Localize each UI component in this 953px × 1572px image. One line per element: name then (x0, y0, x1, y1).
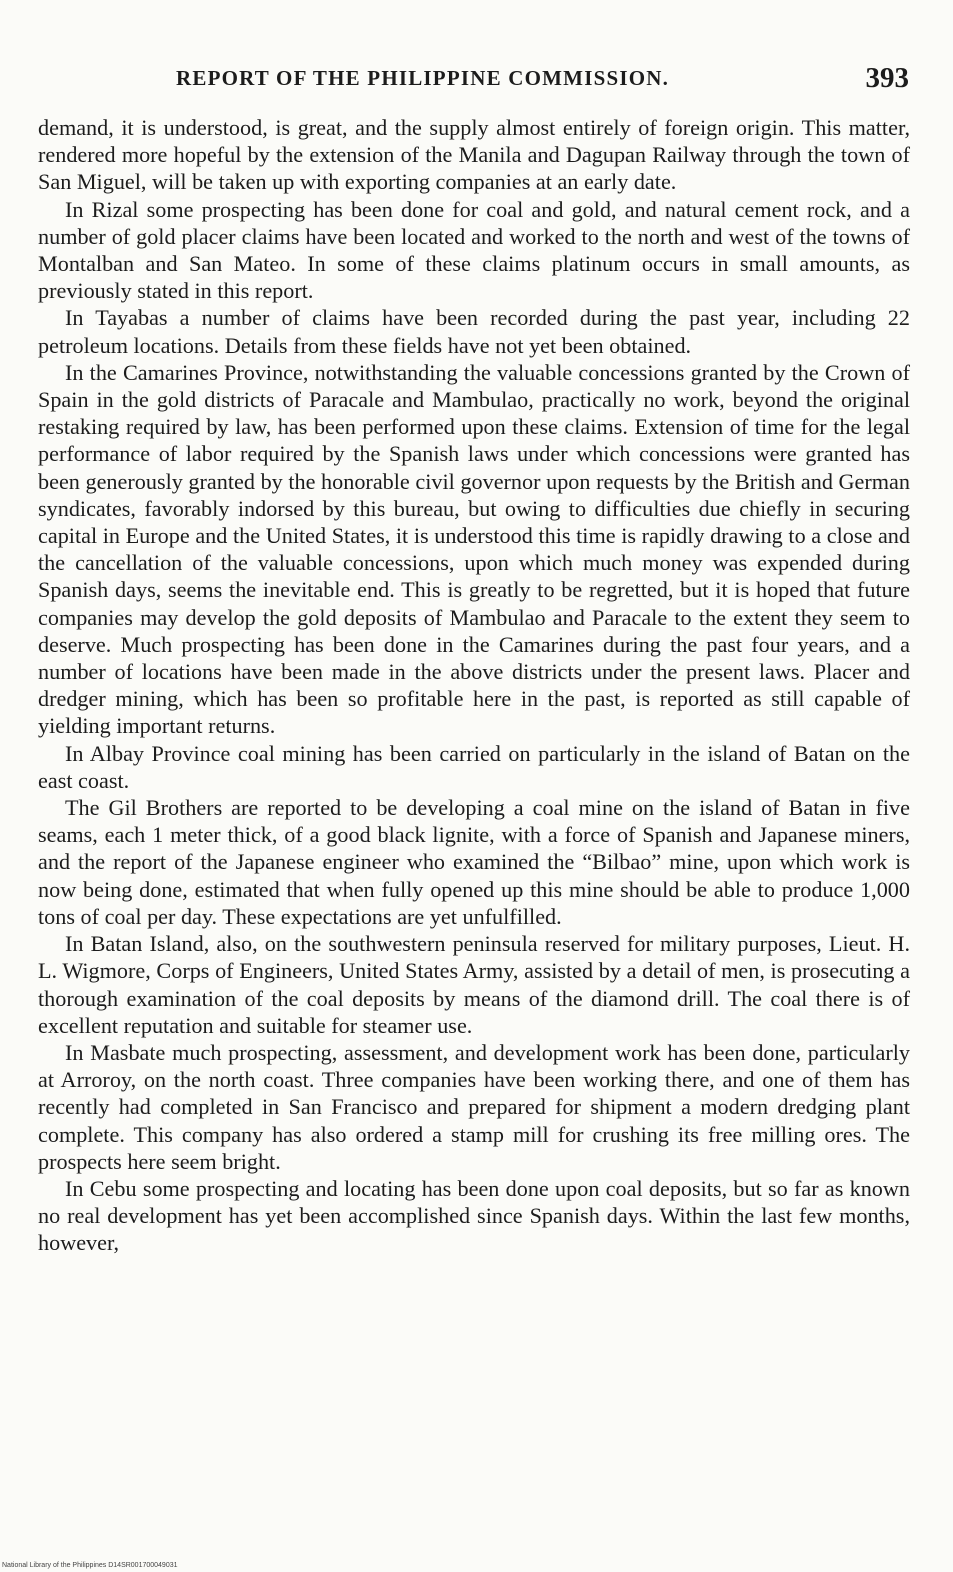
paragraph-batan-island: In Batan Island, also, on the southwestern peninsula reserved for military purposes, Lieut. H. L. Wigmore, Corps of Engineers, United States Army, assisted by a detail of men, is prosecuting a thorough examination of the coal deposits by means of the diamond drill. The coal there is of excellent reputation and suitable for steamer use. (38, 931, 910, 1038)
running-title: REPORT OF THE PHILIPPINE COMMISSION. (176, 66, 670, 90)
scan-source-footer: National Library of the Philippines D14SR001700049031 (2, 1562, 178, 1569)
page-number: 393 (865, 62, 909, 94)
paragraph-rizal: In Rizal some prospecting has been done for coal and gold, and natural cement rock, and a number of gold placer claims have been located and worked to the north and west of the towns of Montalban and San Mateo. In some of these claims platinum occurs in small amounts, as previously stated in this report. (38, 196, 910, 304)
paragraph-masbate: In Masbate much prospecting, assessment, and development work has been done, particularly at Arroroy, on the north coast. Three companies have been working there, and one of them has recently had completed in San Francisco and prepared for shipment a modern dredging plant complete. This company has also ordered a stamp mill for crushing its free milling ores. The prospects here seem bright. (38, 1039, 910, 1174)
paragraph-continued: demand, it is understood, is great, and the supply almost entirely of foreign origin. This matter, rendered more hopeful by the extension of the Manila and Dagupan Railway through the town of San Miguel, will be taken up with exporting companies at an early date. (38, 115, 910, 195)
body-text (38, 114, 910, 1257)
page-header (40, 62, 913, 98)
paragraph-camarines: In the Camarines Province, notwithstanding the valuable concessions granted by the Crown of Spain in the gold districts of Paracale and Mambulao, practically no work, beyond the original restaking required by law, has been performed upon these claims. Extension of time for the legal performance of labor required by the Spanish laws under which concessions were granted has been generously granted by the honorable civil governor upon requests by the British and German syndicates, favorably indorsed by this bureau, but owing to difficulties due chiefly in securing capital in Europe and the United States, it is understood this time is rapidly drawing to a close and the cancellation of the valuable concessions, upon which much money was expended during Spanish days, seems the inevitable end. This is greatly to be regretted, but it is hoped that future companies may develop the gold deposits of Mambulao and Paracale to the extent they seem to deserve. Much prospecting has been done in the Camarines during the past four years, and a number of locations have been made in the above districts under the present laws. Placer and dredger mining, which has been so profitable here in the past, is reported as still capable of yielding important returns. (38, 359, 910, 739)
paragraph-gil-brothers: The Gil Brothers are reported to be developing a coal mine on the island of Batan in five seams, each 1 meter thick, of a good black lignite, with a force of Spanish and Japanese miners, and the report of the Japanese engineer who examined the “Bilbao” mine, upon which work is now being done, estimated that when fully opened up this mine should be able to produce 1,000 tons of coal per day. These expectations are yet unfulfilled. (38, 795, 910, 929)
paragraph-albay: In Albay Province coal mining has been carried on particularly in the island of Batan on the east coast. (38, 740, 910, 793)
paragraph-cebu: In Cebu some prospecting and locating has been done upon coal deposits, but so far as known no real development has yet been accomplished since Spanish days. Within the last few months, however, (38, 1175, 910, 1256)
paragraph-tayabas: In Tayabas a number of claims have been recorded during the past year, including 22 petroleum locations. Details from these fields have not yet been obtained. (38, 305, 910, 358)
